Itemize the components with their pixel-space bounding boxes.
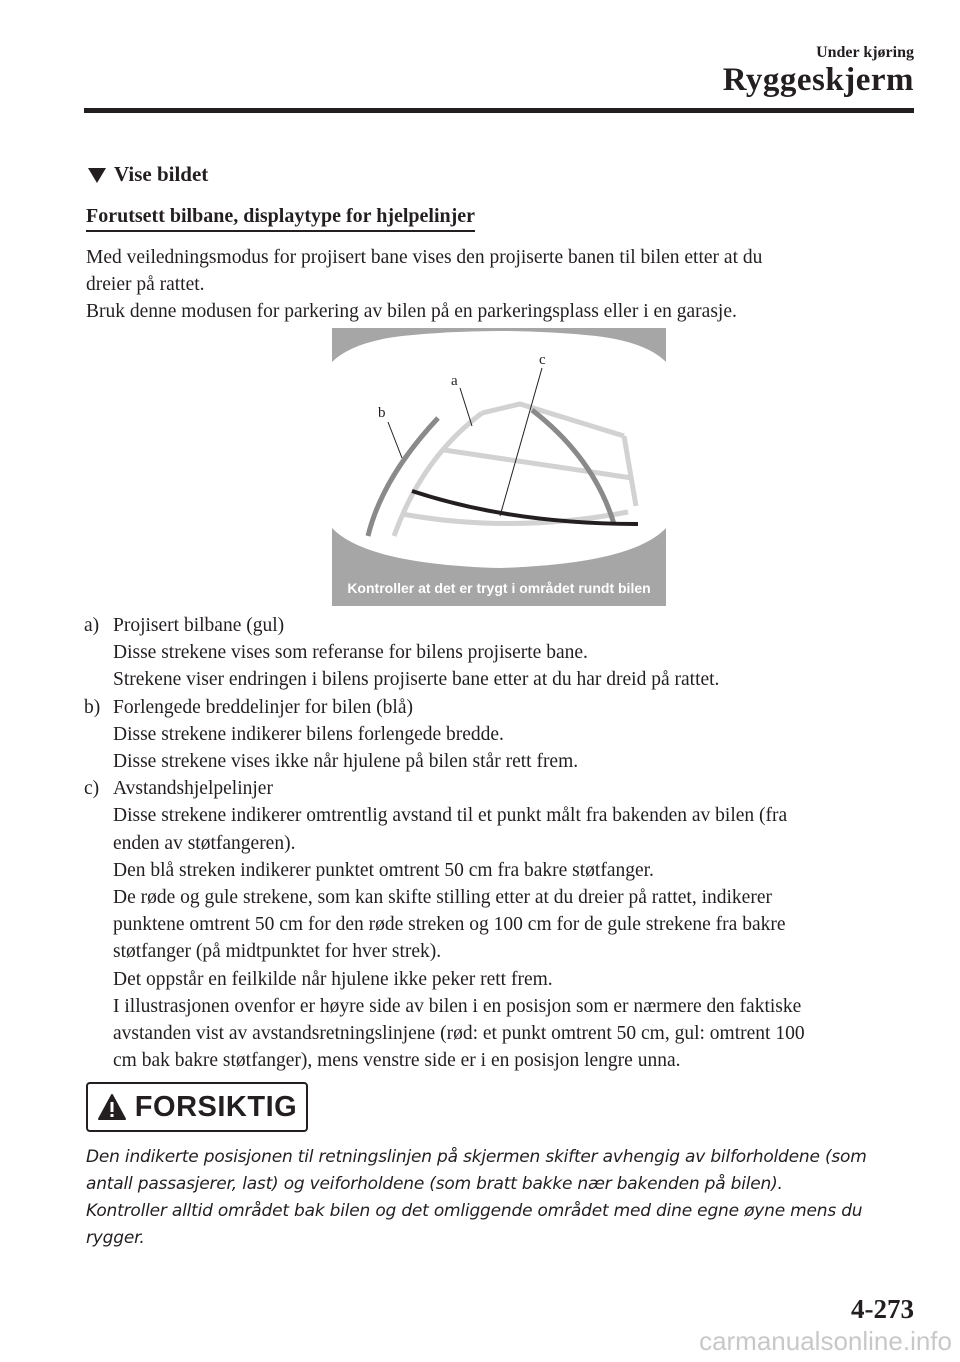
definition-line: cm bak bakre støtfanger), mens venstre side er i en posisjon lengre unna. <box>113 1050 681 1072</box>
warning-triangle-icon <box>97 1093 127 1121</box>
caution-text <box>86 1144 922 1252</box>
intro-line: dreier på rattet. <box>86 274 205 295</box>
definition-item-a <box>84 612 924 694</box>
intro-line: Bruk denne modusen for parkering av bilen på en parkeringsplass eller i en garasje. <box>86 301 737 322</box>
intro-line: Med veiledningsmodus for projisert bane vises den projiserte banen til bilen etter at du <box>86 247 763 268</box>
definition-item-c <box>84 775 924 1074</box>
definition-list <box>84 612 924 1074</box>
definition-item-b <box>84 694 924 776</box>
figure-svg <box>332 328 666 606</box>
caution-line: Den indikerte posisjonen til retningslinjen på skjermen skifter avhengig av bilforholdene (som <box>86 1147 867 1167</box>
subheading: Forutsett bilbane, displaytype for hjelpelinjer <box>86 205 475 232</box>
page-number: 4-273 <box>851 1294 914 1324</box>
definition-line: De røde og gule strekene, som kan skifte stilling etter at du dreier på rattet, indikerer <box>113 887 772 909</box>
header-title: Ryggeskjerm <box>722 62 914 98</box>
rear-camera-figure <box>332 328 666 606</box>
triangle-bullet-icon <box>88 168 106 183</box>
definition-line: Den blå streken indikerer punktet omtrent 50 cm fra bakre støtfanger. <box>113 859 654 881</box>
definition-line: Disse strekene indikerer bilens forlengede bredde. <box>113 723 504 745</box>
definition-line: Disse strekene vises ikke når hjulene på bilen står rett frem. <box>113 751 579 773</box>
definition-line: Forlengede breddelinjer for bilen (blå) <box>113 696 413 718</box>
section-title <box>88 162 208 187</box>
figure-caption: Kontroller at det er trygt i området rundt bilen <box>347 580 651 596</box>
section-title-text: Vise bildet <box>114 162 209 186</box>
definition-line: støtfanger (på midtpunktet for hver strek). <box>113 941 442 963</box>
figure-label-c: c <box>539 352 546 368</box>
definition-line: Disse strekene indikerer omtrentlig avstand til et punkt målt fra bakenden av bilen (fra <box>113 805 788 827</box>
definition-line: Avstandshjelpelinjer <box>113 778 273 800</box>
intro-paragraph <box>86 244 916 325</box>
definition-line: Strekene viser endringen i bilens projiserte bane etter at du har dreid på rattet. <box>113 669 720 691</box>
caution-line: antall passasjerer, last) og veiforholdene (som bratt bakke nær bakenden på bilen). <box>86 1174 783 1194</box>
definition-line: Disse strekene vises som referanse for bilens projiserte bane. <box>113 642 588 664</box>
header-rule <box>84 108 914 113</box>
watermark[interactable]: carmanualsonline.info <box>699 1326 952 1356</box>
caution-line: rygger. <box>86 1228 145 1248</box>
camera-view-panel <box>332 331 666 568</box>
definition-mark: a) <box>84 615 100 636</box>
figure-label-b: b <box>378 405 386 421</box>
definition-line: Projisert bilbane (gul) <box>113 615 285 636</box>
figure-label-a: a <box>451 373 458 389</box>
caution-line: Kontroller alltid området bak bilen og det omliggende området med dine egne øyne mens du <box>86 1201 863 1221</box>
definition-line: I illustrasjonen ovenfor er høyre side av bilen i en posisjon som er nærmere den faktiske <box>113 995 802 1017</box>
caution-label: FORSIKTIG <box>134 1090 298 1123</box>
definition-mark: b) <box>84 696 101 718</box>
definition-line: enden av støtfangeren). <box>113 832 296 854</box>
header-chapter: Under kjøring <box>816 44 914 61</box>
definition-line: Det oppstår en feilkilde når hjulene ikke peker rett frem. <box>113 968 553 990</box>
definition-line: avstanden vist av avstandsretningslinjene (rød: et punkt omtrent 50 cm, gul: omtrent 100 <box>113 1023 805 1045</box>
caution-box <box>86 1082 308 1132</box>
definition-mark: c) <box>84 778 100 800</box>
definition-line: punktene omtrent 50 cm for den røde streken og 100 cm for de gule strekene fra bakre <box>113 914 786 936</box>
